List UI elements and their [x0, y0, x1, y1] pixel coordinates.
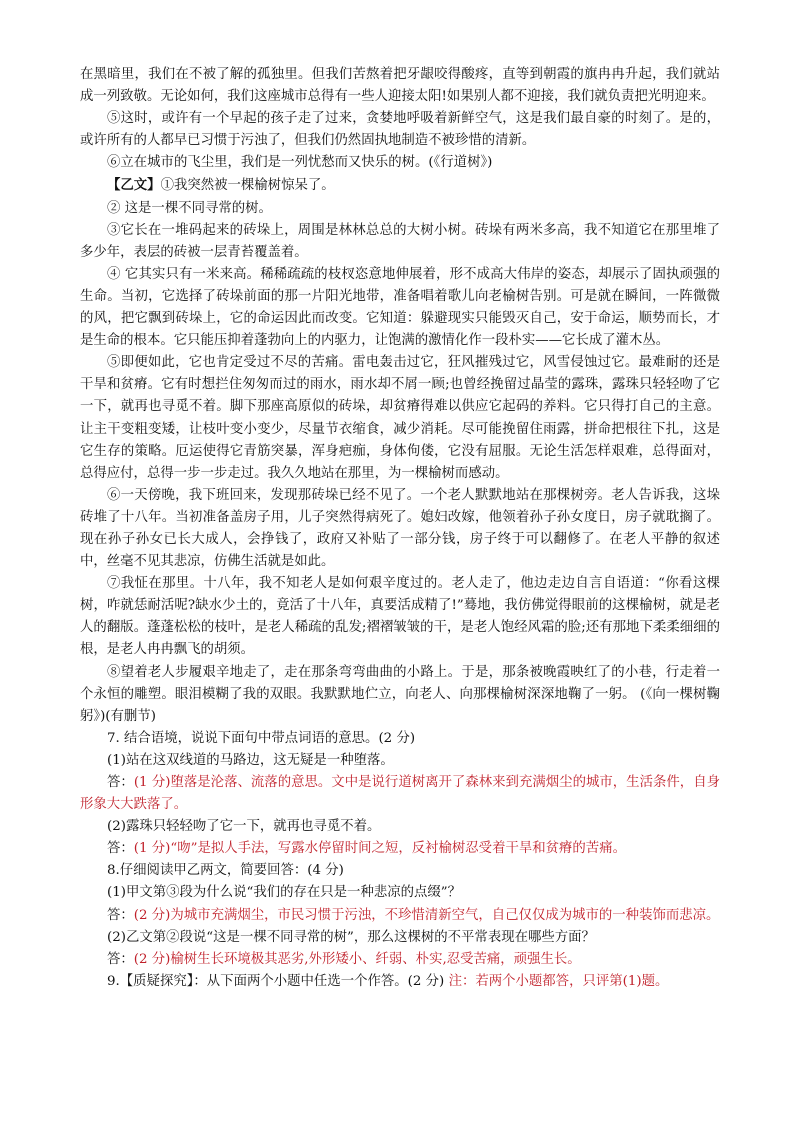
- document-page: [80, 64, 720, 993]
- paragraph-yi-3: ③它长在一堆码起来的砖垛上，周围是林林总总的大树小树。砖垛有两米多高，我不知道它在那里堆了多少年，表层的砖被一层青苔覆盖着。: [80, 222, 720, 260]
- question-note: 注：若两个小题都答，只评第(1)题。: [448, 973, 669, 989]
- question-9-stem: [80, 971, 720, 993]
- paragraph-yi-7: ⑦我怔在那里。十八年，我不知老人是如何艰辛度过的。老人走了，他边走边自言自语道：“你看这棵树，咋就恁耐活呢?缺水少土的，竟活了十八年，真要活成精了!”蓦地，我仿佛觉得眼前的这棵榆树，就是老人的翻版。蓬蓬松松的枝叶，是老人稀疏的乱发;褶褶皱皱的干，是老人饱经风霜的脸;还有那地下柔柔细细的根，是老人冉冉飘飞的胡须。: [80, 576, 720, 658]
- question-7-stem: 7. 结合语境，说说下面句中带点词语的意思。(2 分): [107, 730, 416, 746]
- question-8-sub-2: (2)乙文第②段说“这是一棵不同寻常的树”，那么这棵树的不平常表现在哪些方面？: [107, 929, 595, 945]
- paragraph-yi-1: [80, 174, 720, 197]
- paragraph-text: ①我突然被一棵榆树惊呆了。: [160, 178, 335, 194]
- paragraph-yi-8: ⑧望着老人步履艰辛地走了，走在那条弯弯曲曲的小路上。于是，那条被晚霞映红了的小巷，行走着一个永恒的雕塑。眼泪模糊了我的双眼。我默默地伫立，向老人、向那棵榆树深深地鞠了一躬。 (《向一棵树鞠躬》)(有删节): [80, 664, 720, 724]
- answer-text: (1 分)堕落是沦落、流落的意思。文中是说行道树离开了森林来到充满烟尘的城市，生活条件，自身形象大大跌落了。: [80, 775, 720, 813]
- paragraph-jia-continued: 在黑暗里，我们在不被了解的孤独里。但我们苦熬着把牙龈咬得酸疼，直等到朝霞的旗冉冉升起，我们就站成一列致敬。无论如何，我们这座城市总得有一些人迎接太阳!如果别人都不迎接，我们就负责把光明迎来。: [80, 67, 720, 105]
- question-8-stem: 8.仔细阅读甲乙两文，简要回答：(4 分): [107, 863, 344, 879]
- answer-prefix: 答：: [107, 775, 134, 790]
- question-7-answer-1: [80, 772, 720, 816]
- answer-text: (1 分)“吻”是拟人手法，写露水停留时间之短，反衬榆树忍受着干旱和贫瘠的苦痛。: [133, 841, 626, 857]
- section-label-yiwen: 【乙文】: [107, 177, 161, 194]
- question-7-answer-2: [80, 838, 720, 860]
- answer-text: (2 分)为城市充满烟尘，市民习惯于污浊，不珍惜清新空气，自己仅仅成为城市的一种装饰而悲凉。: [133, 907, 720, 923]
- paragraph-yi-6: ⑥一天傍晚，我下班回来，发现那砖垛已经不见了。一个老人默默地站在那棵树旁。老人告诉我，这垛砖堆了十八年。当初准备盖房子用，儿子突然得病死了。媳妇改嫁，他领着孙子孙女度日，房子就耽搁了。现在孙子孙女已长大成人，会挣钱了，政府又补贴了一部分钱，房子终于可以翻修了。在老人平静的叙述中，丝毫不见其悲凉，仿佛生活就是如此。: [80, 487, 720, 570]
- paragraph-yi-5: ⑤即便如此，它也肯定受过不尽的苦痛。雷电轰击过它，狂风摧残过它，风雪侵蚀过它。最难耐的还是干旱和贫瘠。它有时想拦住匆匆而过的雨水，雨水却不屑一顾;也曾经挽留过晶莹的露珠，露珠只轻轻吻了它一下，就再也寻觅不着。脚下那座高原似的砖垛，却贫瘠得难以供应它起码的养料。它只得打自己的主意。让主干变粗变矮，让枝叶变小变少，尽量节衣缩食，减少消耗。尽可能挽留住雨露，拼命把根往下扎，这是它生存的策略。厄运使得它青筋突暴，浑身疤痂，身体佝偻，它没有屈服。无论生活怎样艰难，总得面对，总得应付，总得一步一步走过。我久久地站在那里，为一棵榆树而感动。: [80, 355, 720, 481]
- question-8-answer-1: [80, 905, 720, 927]
- answer-prefix: 答：: [107, 841, 134, 857]
- paragraph-jia-5: ⑤这时，或许有一个早起的孩子走了过来，贪婪地呼吸着新鲜空气，这是我们最自豪的时刻了。是的，或许所有的人都早已习惯于污浊了，但我们仍然固执地制造不被珍惜的清新。: [80, 111, 720, 149]
- question-text: 9.【质疑探究】：从下面两个小题中任选一个作答。(2 分): [107, 973, 445, 989]
- question-8-answer-2: [80, 949, 720, 971]
- paragraph-jia-6: ⑥立在城市的飞尘里，我们是一列忧愁而又快乐的树。(《行道树》): [107, 155, 493, 171]
- answer-prefix: 答：: [107, 907, 134, 923]
- answer-text: (2 分)榆树生长环境极其恶劣,外形矮小、纤弱、朴实,忍受苦痛，顽强生长。: [133, 951, 581, 967]
- question-8-sub-1: (1)甲文第③段为什么说“我们的存在只是一种悲凉的点缀”？: [107, 885, 462, 901]
- question-7-sub-1: (1)站在这双线道的马路边，这无疑是一种堕落。: [107, 752, 394, 768]
- question-7-sub-2: (2)露珠只轻轻吻了它一下，就再也寻觅不着。: [107, 819, 381, 835]
- answer-prefix: 答：: [107, 951, 134, 967]
- paragraph-yi-2: ② 这是一棵不同寻常的树。: [107, 200, 272, 216]
- paragraph-yi-4: ④ 它其实只有一米来高。稀稀疏疏的枝杈恣意地伸展着，形不成高大伟岸的姿态，却展示了固执顽强的生命。当初，它选择了砖垛前面的那一片阳光地带，准备唱着歌儿向老榆树告别。可是就在瞬间，一阵微微的风，把它飘到砖垛上，它的命运因此而改变。它知道：躲避现实只能毁灭自己，安于命运，顺势而长，才是生命的根本。它只能压抑着蓬勃向上的内驱力，让饱满的激情化作一段朴实——它长成了灌木丛。: [80, 266, 720, 349]
